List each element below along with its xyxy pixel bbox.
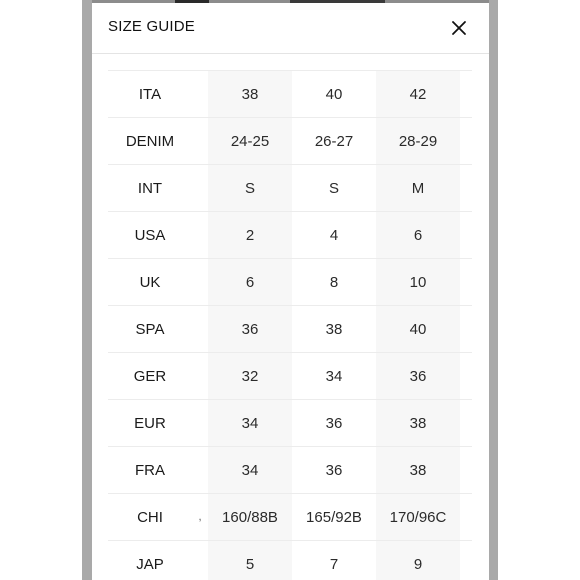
size-value-cell: S [208,165,292,212]
table-row [108,165,472,212]
row-tail [460,71,472,118]
overlay-left[interactable] [82,0,92,580]
size-value-cell: 4 [292,212,376,259]
size-value-cell: 38 [208,71,292,118]
row-tail [460,541,472,580]
size-value-cell: 38 [376,447,460,494]
row-tail [460,259,472,306]
gap-cell: , [192,494,208,541]
table-row [108,259,472,306]
size-value-cell: 34 [208,400,292,447]
size-value-cell: 40 [376,306,460,353]
size-value-cell: 34 [292,353,376,400]
size-value-cell: 5 [208,541,292,580]
size-value-cell: 36 [208,306,292,353]
size-system-label: INT [108,165,192,212]
row-tail [460,400,472,447]
size-system-label: GER [108,353,192,400]
size-value-cell: 40 [292,71,376,118]
size-value-cell: 9 [376,541,460,580]
size-system-label: USA [108,212,192,259]
table-row [108,118,472,165]
table-row [108,71,472,118]
gap-cell [192,400,208,447]
size-system-label: SPA [108,306,192,353]
close-icon [447,16,471,40]
size-value-cell: 38 [376,400,460,447]
size-value-cell: 28-29 [376,118,460,165]
gap-cell [192,118,208,165]
size-value-cell: 38 [292,306,376,353]
close-button[interactable] [447,16,471,40]
gap-cell [192,259,208,306]
row-tail [460,494,472,541]
row-tail [460,212,472,259]
size-value-cell: S [292,165,376,212]
size-value-cell: 36 [292,400,376,447]
gap-cell [192,306,208,353]
size-table-container[interactable] [108,70,472,580]
table-row [108,447,472,494]
row-tail [460,306,472,353]
size-value-cell: 36 [376,353,460,400]
size-value-cell: 2 [208,212,292,259]
size-value-cell: 42 [376,71,460,118]
size-value-cell: 8 [292,259,376,306]
table-row [108,541,472,580]
table-row [108,212,472,259]
table-row [108,306,472,353]
row-tail [460,353,472,400]
gap-cell [192,165,208,212]
table-row [108,494,472,541]
table-row [108,400,472,447]
size-value-cell: M [376,165,460,212]
size-system-label: DENIM [108,118,192,165]
gap-cell [192,541,208,580]
gap-cell [192,212,208,259]
size-value-cell: 32 [208,353,292,400]
size-system-label: JAP [108,541,192,580]
size-system-label: FRA [108,447,192,494]
size-value-cell: 7 [292,541,376,580]
size-value-cell: 6 [376,212,460,259]
size-value-cell: 6 [208,259,292,306]
size-system-label: CHI [108,494,192,541]
overlay-right[interactable] [489,0,498,580]
size-system-label: UK [108,259,192,306]
size-value-cell: 10 [376,259,460,306]
size-system-label: ITA [108,71,192,118]
modal-title: SIZE GUIDE [108,18,196,35]
size-value-cell: 26-27 [292,118,376,165]
size-value-cell: 165/92B [292,494,376,541]
size-value-cell: 24-25 [208,118,292,165]
table-row [108,353,472,400]
size-system-label: EUR [108,400,192,447]
size-value-cell: 36 [292,447,376,494]
size-guide-modal [92,3,489,580]
size-table [108,70,472,580]
size-value-cell: 160/88B [208,494,292,541]
modal-header [92,3,489,54]
size-value-cell: 34 [208,447,292,494]
row-tail [460,118,472,165]
row-tail [460,165,472,212]
size-value-cell: 170/96C [376,494,460,541]
gap-cell [192,447,208,494]
gap-cell [192,353,208,400]
gap-cell [192,71,208,118]
row-tail [460,447,472,494]
